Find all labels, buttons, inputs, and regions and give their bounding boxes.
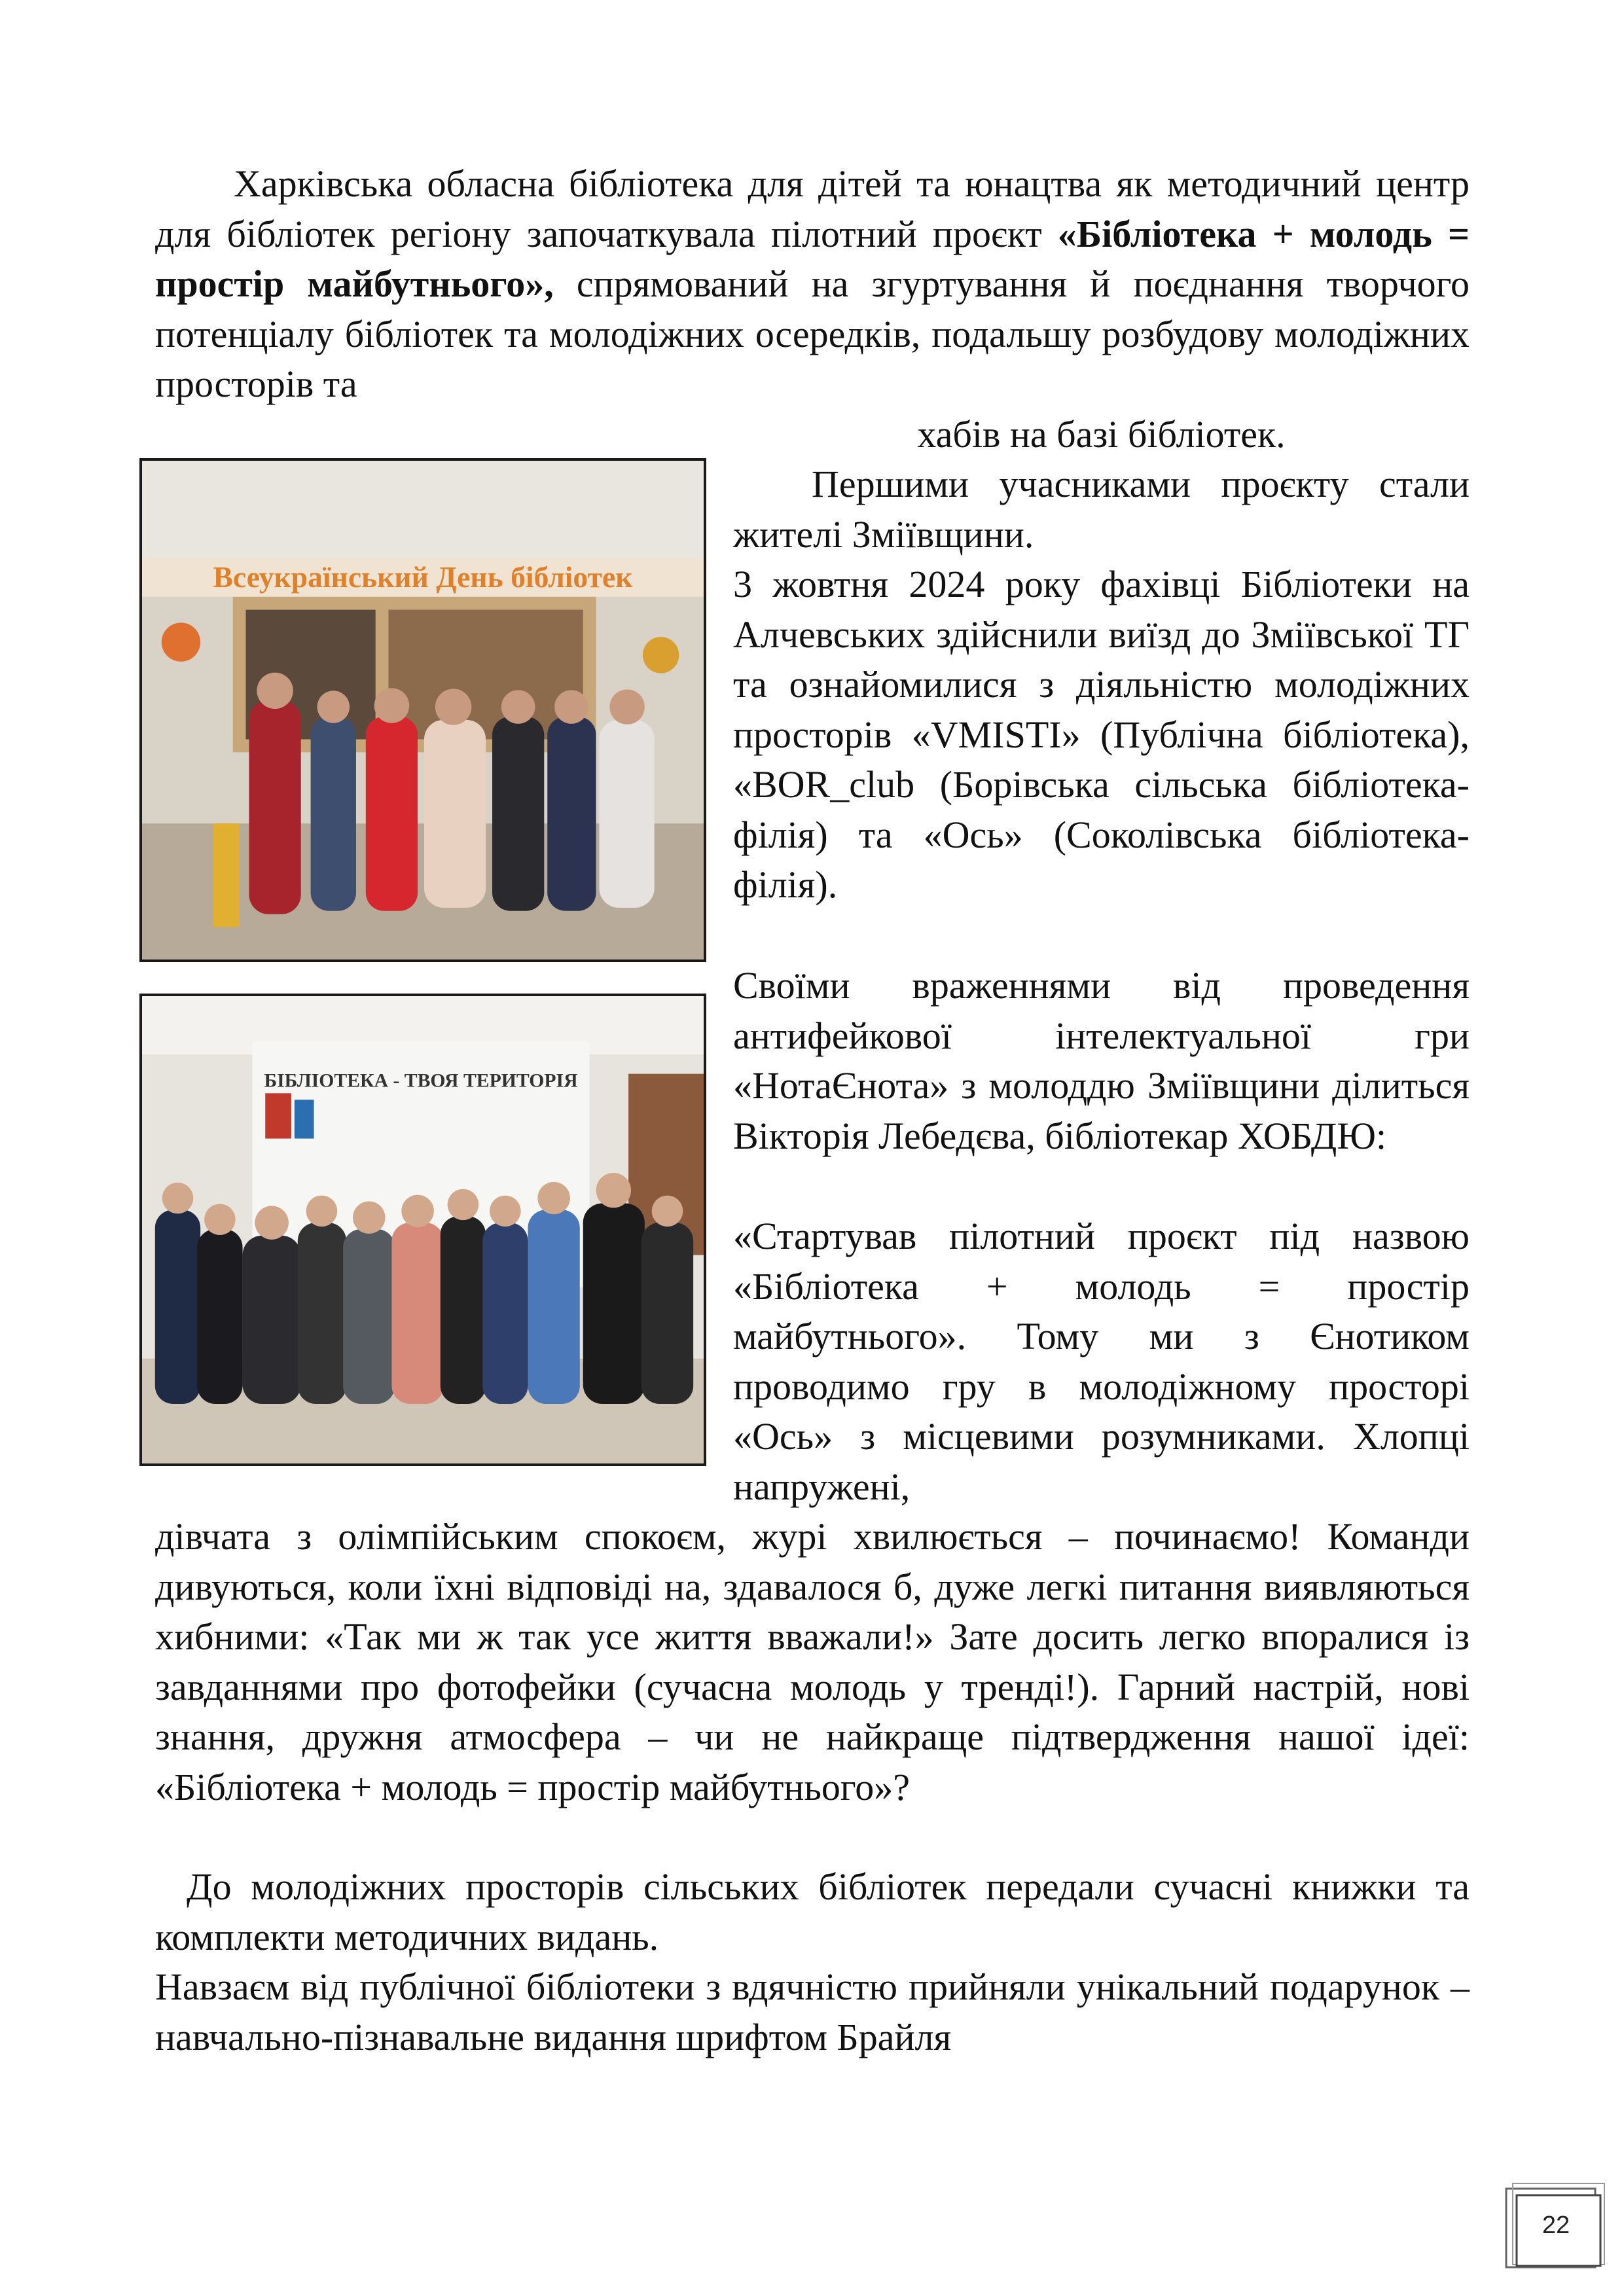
quote-paragraph: «Стартував пілотний проєкт під назвою «Бібліотека + молодь = простір майбутнього». Тому ми з Єнотиком проводимо гру в молодіжному просторі «Ось» з місцевими розумниками. Хлопці напружені, (733, 1215, 1470, 1508)
intro-paragraph (155, 159, 1470, 410)
visit-paragraph: 3 жовтня 2024 року фахівці Бібліотеки на Алчевських здійснили виїзд до Зміївської ТГ та ознайомилися з діяльністю молодіжних просторів «VMISTI» (Публічна бібліотека), «BOR_club (Борівська сільська бібліотека-філія) та «Ось» (Соколівська бібліотека-філія). (733, 563, 1470, 906)
group-photo-library-day (139, 458, 706, 962)
intro-paragraph-last-line: хабів на базі бібліотек. (917, 413, 1286, 456)
page-number: 22 (1542, 2211, 1570, 2239)
group-photo-library-day-image (142, 461, 704, 960)
photo2-banner-text: БІБЛІОТЕКА - ТВОЯ ТЕРИТОРІЯ (264, 1070, 578, 1092)
group-photo-library-territory-image (142, 996, 704, 1463)
quote-continuation: дівчата з олімпійським спокоєм, журі хвилюється – починаємо! Команди дивуються, коли їхні відповіді на, здавалося б, дуже легкі питання виявляються хибними: «Так ми ж так усе життя вважали!» Зате досить легко впоралися із завданнями про фотофейки (сучасна молодь у тренді!). Гарний настрій, нові знання, дружня атмосфера – чи не найкраще підтвердження нашої ідеї: «Бібліотека + молодь = простір майбутнього»? (155, 1515, 1470, 1808)
gift-paragraph: Навзаєм від публічної бібліотеки з вдячністю прийняли унікальний подарунок – навчально-пізнавальне видання шрифтом Брайля (155, 1965, 1470, 2058)
participants-paragraph: Першими учасниками проєкту стали жителі Зміївщини. (733, 463, 1470, 556)
intro-text-start: Харківська обласна бібліотека для дітей та юнацтва як методичний центр для бібліотек регіону започаткувала пілотний проєкт (155, 162, 1470, 255)
intro-text-end: спрямований на згуртування й поєднання творчого потенціалу бібліотек та молодіжних осередків, подальшу розбудову молодіжних просторів та (155, 262, 1470, 405)
books-paragraph: До молодіжних просторів сільських бібліотек передали сучасні книжки та комплекти методичних видань. (155, 1865, 1470, 1958)
project-title-bold: «Бібліотека + молодь = простір майбутнього», (155, 212, 1470, 305)
impressions-paragraph: Своїми враженнями від проведення антифейкової інтелектуальної гри «НотаЄнота» з молоддю Зміївщини ділиться Вікторія Лебедєва, бібліотекар ХОБДЮ: (733, 964, 1470, 1157)
photo1-banner-text: Всеукраїнський День бібліотек (213, 560, 633, 594)
group-photo-library-territory (139, 994, 706, 1466)
page-number-box (1504, 2179, 1608, 2271)
